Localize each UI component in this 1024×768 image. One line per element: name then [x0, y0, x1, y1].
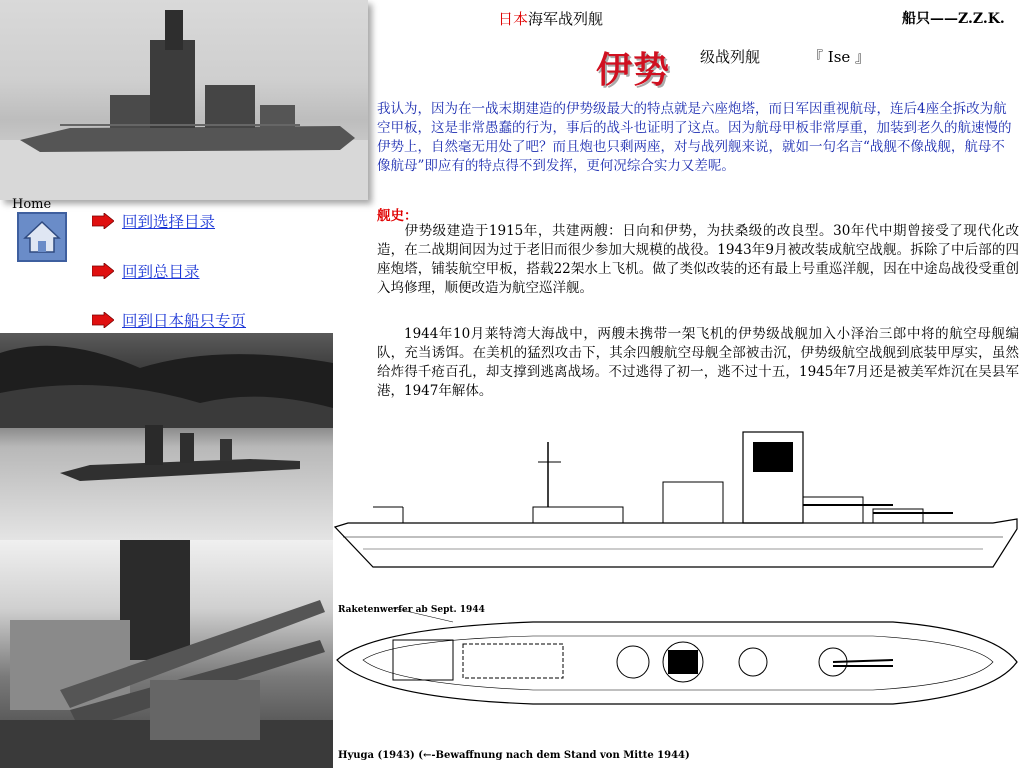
ship-class-label: 级战列舰: [700, 48, 761, 66]
history-heading: 舰史：: [377, 208, 418, 224]
page-title: [498, 8, 603, 29]
nav-link-main-directory[interactable]: [92, 260, 200, 282]
credit-text: 船只——Z.Z.K.: [902, 11, 1005, 27]
ship-plan-view-drawing: [333, 600, 1019, 768]
ship-english-name: 『 Ise 』: [808, 48, 871, 66]
nav-link-select-directory-text[interactable]: 回到选择目录: [122, 213, 216, 231]
nav-link-japan-ships-text[interactable]: 回到日本船只专页: [122, 312, 247, 330]
page-title-rest: 海军战列舰: [528, 10, 604, 28]
ship-name-logo: 伊势: [596, 49, 671, 91]
house-icon: [19, 214, 65, 260]
history-paragraph-2-text: 1944年10月莱特湾大海战中，两艘未携带一架飞机的伊势级战舰加入小泽治三郎中将的航空母舰编队，充当诱饵。在美机的猛烈攻击下，其余四艘航空母舰全部被击沉，伊势级航空战舰到底装甲厚实，虽然给炸得千疮百孔，却支撑到逃离战场。不过逃得了初一，逃不过十五，1945年7月还是被美军炸沉在吴县军港，1947年解体。: [377, 326, 1019, 399]
red-arrow-icon: [92, 263, 114, 279]
intro-paragraph: 我认为，因为在一战末期建造的伊势级最大的特点就是六座炮塔，而日军因重视航母，连后4座全拆改为航空甲板，这是非常愚蠢的行为，事后的战斗也证明了这点。因为航母甲板非常厚重，加装到老久的航速慢的伊势上，自然毫无用处了吧？而且炮也只剩两座，对与战列舰来说，就如一句名言“战舰不像战舰，航母不像航母”即应有的特点得不到发挥，更何况综合实力又差呢。: [377, 101, 1012, 174]
battleship-photo-top: [0, 0, 368, 200]
ship-side-profile-drawing: [333, 427, 1019, 572]
gun-turret-photo: [0, 540, 333, 768]
nav-link-japan-ships[interactable]: [92, 309, 246, 331]
history-paragraph-2: [377, 325, 1019, 401]
red-arrow-icon: [92, 213, 114, 229]
history-paragraph-1-text: 伊势级建造于1915年，共建两艘：日向和伊势，为扶桑级的改良型。30年代中期曾接受了现代化改造，在二战期间因为过于老旧而很少参加大规模的战役。1943年9月被改装成航空战舰。拆除了中后部的四座炮塔，铺装航空甲板，搭载22架水上飞机。做了类似改装的还有最上号重巡洋舰，因在中途岛战役受重创入坞修理，顺便改造为航空巡洋舰。: [377, 223, 1019, 296]
history-paragraph-1: [377, 222, 1019, 298]
harbor-photo: [0, 333, 333, 540]
red-arrow-icon: [92, 312, 114, 328]
nav-link-select-directory[interactable]: [92, 210, 215, 232]
home-label: Home: [12, 197, 52, 212]
drawing-caption-bottom: Hyuga (1943) (←-Bewaffnung nach dem Stand von Mitte 1944): [338, 750, 690, 761]
drawing-caption-top: Raketenwerfer ab Sept. 1944: [338, 605, 485, 615]
home-button[interactable]: [17, 212, 67, 262]
nav-link-main-directory-text[interactable]: 回到总目录: [122, 263, 200, 281]
page-title-highlight: 日本: [498, 10, 529, 28]
